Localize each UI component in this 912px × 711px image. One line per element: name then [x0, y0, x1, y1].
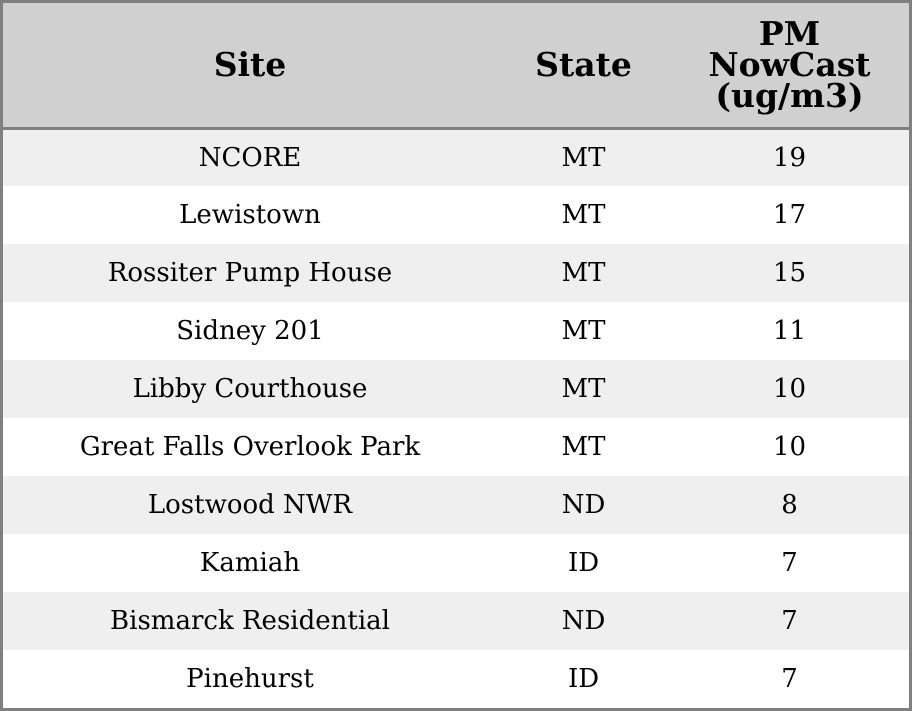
table-body	[3, 128, 909, 708]
cell-site: Lostwood NWR	[147, 490, 353, 520]
cell-state: MT	[561, 432, 606, 462]
cell-pm-nowcast: 7	[781, 606, 798, 636]
header-row	[3, 3, 909, 128]
table-row	[3, 244, 909, 302]
cell-state: ND	[561, 606, 606, 636]
cell-site: Kamiah	[199, 548, 301, 578]
cell-pm-nowcast: 11	[772, 316, 807, 346]
cell-pm-nowcast: 15	[772, 258, 807, 288]
cell-state: MT	[561, 142, 606, 173]
cell-state: ID	[567, 548, 600, 578]
cell-site: Sidney 201	[176, 316, 324, 346]
column-header-pm-nowcast	[670, 3, 909, 128]
table-row	[3, 302, 909, 360]
column-header-state-line: State	[535, 45, 632, 85]
column-header-pm-line-3: (ug/m3)	[715, 76, 864, 116]
cell-pm-nowcast: 10	[772, 432, 807, 462]
column-header-state	[497, 3, 670, 128]
cell-state: MT	[561, 200, 606, 230]
cell-pm-nowcast: 10	[772, 374, 807, 404]
cell-state: MT	[561, 316, 606, 346]
cell-state: MT	[561, 258, 606, 288]
table-header	[3, 3, 909, 128]
pm-nowcast-table	[3, 3, 909, 708]
cell-state: MT	[561, 374, 606, 404]
cell-pm-nowcast: 8	[781, 490, 798, 520]
cell-state: ID	[567, 664, 600, 694]
cell-site: Great Falls Overlook Park	[79, 432, 421, 462]
column-header-pm-line-2: NowCast	[708, 45, 871, 85]
table-row	[3, 418, 909, 476]
cell-site: NCORE	[198, 142, 302, 173]
table-row	[3, 650, 909, 708]
cell-pm-nowcast: 7	[781, 548, 798, 578]
table-row	[3, 360, 909, 418]
cell-site: Libby Courthouse	[132, 374, 368, 404]
table-row	[3, 186, 909, 244]
cell-site: Pinehurst	[186, 664, 314, 694]
cell-site: Lewistown	[179, 200, 321, 230]
cell-pm-nowcast: 17	[772, 200, 807, 230]
table-row	[3, 128, 909, 186]
cell-site: Rossiter Pump House	[107, 258, 393, 288]
cell-site: Bismarck Residential	[110, 606, 390, 636]
column-header-site	[3, 3, 497, 128]
cell-pm-nowcast: 7	[781, 664, 798, 694]
column-header-pm-line-1: PM	[758, 14, 821, 54]
table-row	[3, 592, 909, 650]
cell-state: ND	[561, 490, 606, 520]
table-row	[3, 476, 909, 534]
table-row	[3, 534, 909, 592]
column-header-site-line: Site	[213, 45, 287, 85]
cell-pm-nowcast: 19	[772, 142, 807, 173]
